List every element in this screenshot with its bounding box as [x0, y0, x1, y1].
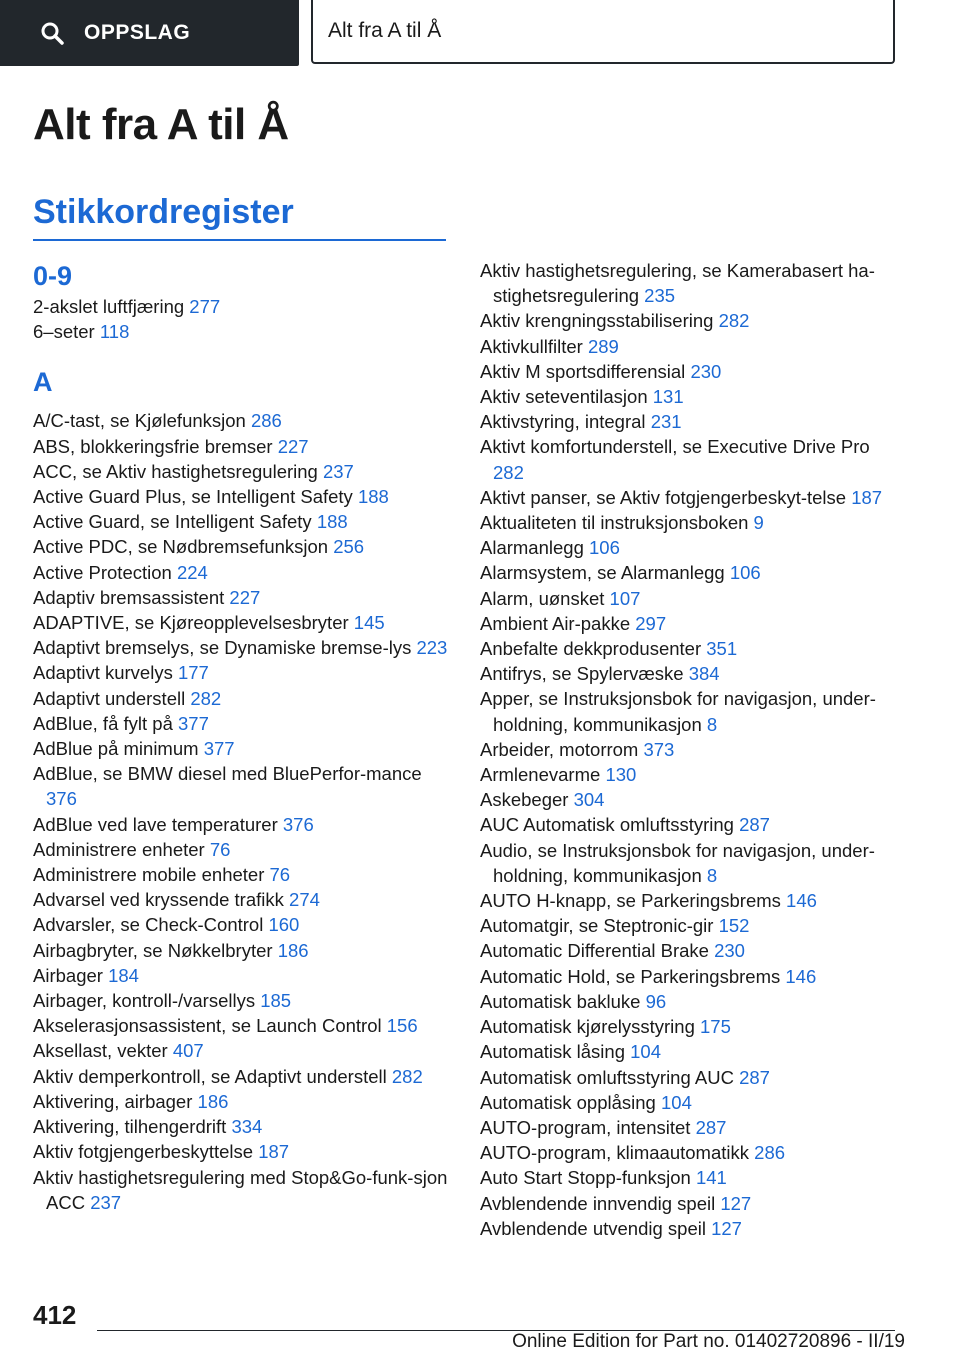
index-entry-term: Airbager, kontroll-/varsellys — [33, 990, 256, 1012]
page-reference-link[interactable]: 373 — [643, 738, 675, 760]
page-reference-link[interactable]: 287 — [739, 1066, 770, 1088]
index-entry-term: AdBlue på minimum — [33, 738, 199, 760]
index-entry — [33, 1038, 453, 1063]
page-reference-link[interactable]: 286 — [250, 410, 282, 432]
index-entry — [480, 535, 900, 560]
index-entry — [480, 1191, 900, 1216]
index-entry-term: Aktivstyring, integral — [480, 411, 646, 433]
index-entry-term: Adaptivt bremselys, se Dynamiske bremse‐lys — [33, 637, 412, 659]
page-reference-link[interactable]: 186 — [197, 1090, 229, 1112]
index-entry-term: Armlenevarme — [480, 764, 601, 786]
page-reference-link[interactable]: 127 — [711, 1217, 742, 1239]
index-entry — [480, 434, 900, 484]
index-entry — [480, 1014, 900, 1039]
page-number: 412 — [33, 1300, 77, 1330]
index-entry — [33, 862, 453, 887]
search-tab-label: OPPSLAG — [84, 21, 191, 44]
page-reference-link[interactable]: 282 — [493, 461, 524, 483]
index-entry-term: Automatisk låsing — [480, 1041, 625, 1063]
index-entry-term: Automatic Hold, se Parkeringsbrems — [480, 965, 781, 987]
index-entry-term: AdBlue, få fylt på — [33, 712, 173, 734]
edition-footer: Online Edition for Part no. 01402720896 - II/19 — [512, 1331, 905, 1352]
index-entry — [33, 1114, 453, 1139]
page-reference-link[interactable]: 104 — [630, 1041, 661, 1063]
index-entry-term: Airbager — [33, 964, 103, 986]
page-title: Alt fra A til Å — [33, 100, 289, 149]
page-reference-link[interactable]: 152 — [718, 915, 750, 937]
index-entry-term: Active Protection — [33, 561, 172, 583]
index-entry-term: Antifrys, se Spylervæske — [480, 663, 684, 685]
page-reference-link[interactable]: 376 — [282, 813, 314, 835]
index-entry-term: Automatisk kjørelysstyring — [480, 1016, 695, 1038]
index-entry — [33, 560, 453, 585]
index-entry — [33, 534, 453, 559]
index-entry-term: Aktiv seteventilasjon — [480, 386, 648, 408]
index-entry — [33, 319, 453, 344]
index-entry — [33, 1013, 453, 1038]
chapter-tab[interactable] — [311, 0, 895, 64]
index-entry-list — [33, 408, 453, 1215]
index-entry — [33, 938, 453, 963]
index-entry — [480, 1090, 900, 1115]
index-entry — [480, 787, 900, 812]
index-entry-term: Adaptivt kurvelys — [33, 662, 173, 684]
page-reference-link[interactable]: 188 — [316, 511, 348, 533]
index-entry-term: Apper, se Instruksjonsbok for navigasjon, under‐holdning, kommunikasjon — [480, 688, 876, 735]
index-entry-term: AUTO-program, intensitet — [480, 1116, 691, 1138]
page-reference-link[interactable]: 141 — [695, 1167, 727, 1189]
page-reference-link[interactable]: 282 — [190, 687, 222, 709]
index-entry-term: Adaptivt understell — [33, 687, 186, 709]
index-entry-list — [480, 258, 900, 1241]
page-reference-link[interactable]: 175 — [700, 1016, 731, 1038]
page-reference-link[interactable]: 377 — [203, 738, 235, 760]
index-group-heading: 0-9 — [33, 261, 73, 291]
page-reference-link[interactable]: 76 — [209, 838, 231, 860]
index-left-column — [33, 258, 453, 1215]
index-entry-term: Arbeider, motorrom — [480, 738, 639, 760]
index-entry-term: Aktivering, tilhengerdrift — [33, 1116, 227, 1138]
page-reference-link[interactable]: 184 — [108, 964, 139, 986]
index-entry — [480, 913, 900, 938]
index-entry — [33, 1139, 453, 1164]
index-entry — [480, 888, 900, 913]
page-reference-link[interactable]: 384 — [688, 663, 720, 685]
index-entry-term: Airbagbryter, se Nøkkelbryter — [33, 939, 273, 961]
index-entry — [33, 912, 453, 937]
index-entry — [33, 585, 453, 610]
page-reference-link[interactable]: 377 — [178, 712, 209, 734]
index-entry-term: Aktivkullfilter — [480, 335, 583, 357]
index-entry-term: AdBlue ved lave temperaturer — [33, 813, 278, 835]
index-entry — [480, 964, 900, 989]
page-reference-link[interactable]: 107 — [609, 587, 641, 609]
page-reference-link[interactable]: 8 — [706, 864, 718, 886]
index-entry — [480, 636, 900, 661]
index-entry — [33, 963, 453, 988]
page-reference-link[interactable]: 130 — [605, 764, 637, 786]
index-entry — [480, 1165, 900, 1190]
index-entry-term: Aksellast, vekter — [33, 1040, 168, 1062]
page-reference-link[interactable]: 282 — [718, 310, 750, 332]
page-reference-link[interactable]: 223 — [416, 637, 448, 659]
section-divider — [33, 239, 446, 241]
index-entry-term: Advarsel ved kryssende trafikk — [33, 889, 284, 911]
index-entry — [33, 837, 453, 862]
index-entry-term: Audio, se Instruksjonsbok for navigasjon, under‐holdning, kommunikasjon — [480, 839, 875, 886]
page-reference-link[interactable]: 160 — [268, 914, 300, 936]
top-navigation — [0, 0, 960, 66]
index-entry — [480, 1065, 900, 1090]
index-entry-term: Anbefalte dekkprodusenter — [480, 638, 702, 660]
index-entry — [480, 989, 900, 1014]
index-entry — [480, 359, 900, 384]
index-entry-term: 6–seter — [33, 321, 95, 343]
page-reference-link[interactable]: 224 — [176, 561, 208, 583]
index-entry-term: Aktiv hastighetsregulering med Stop&Go-funk‐sjon ACC — [33, 1166, 448, 1213]
page-reference-link[interactable]: 146 — [786, 890, 817, 912]
page-reference-link[interactable]: 230 — [690, 360, 722, 382]
index-entry — [480, 762, 900, 787]
index-entry — [33, 1165, 453, 1215]
page-reference-link[interactable]: 237 — [90, 1191, 122, 1213]
index-entry-term: 2-akslet luftfjæring — [33, 296, 185, 317]
index-entry-term: Automatic Differential Brake — [480, 940, 709, 962]
index-entry-term: Administrere mobile enheter — [33, 864, 265, 886]
page-reference-link[interactable]: 287 — [739, 814, 770, 836]
index-entry-term: Aktivering, airbager — [33, 1090, 193, 1112]
page-reference-link[interactable]: 187 — [851, 486, 883, 508]
page-reference-link[interactable]: 287 — [695, 1116, 727, 1138]
index-entry-term: Avblendende innvendig speil — [480, 1192, 716, 1214]
index-entry — [33, 509, 453, 534]
page-reference-link[interactable]: 376 — [46, 788, 77, 810]
index-entry — [33, 459, 453, 484]
search-icon — [40, 21, 64, 45]
page-reference-link[interactable]: 256 — [333, 536, 365, 558]
index-entry-term: Aktiv demperkontroll, se Adaptivt understell — [33, 1065, 387, 1087]
index-entry-term: AUTO-program, klimaautomatikk — [480, 1142, 750, 1164]
index-entry-term: Aktivt komfortunderstell, se Executive Drive Pro — [480, 436, 870, 458]
index-entry — [480, 586, 900, 611]
chapter-tab-label: Alt fra A til Å — [328, 19, 442, 42]
index-entry-term: ADAPTIVE, se Kjøreopplevelsesbryter — [33, 612, 349, 634]
page-reference-link[interactable]: 227 — [277, 435, 309, 457]
index-entry-term: Auto Start Stopp-funksjon — [480, 1167, 691, 1189]
index-entry-term: Akselerasjonsassistent, se Launch Control — [33, 1015, 382, 1037]
index-entry-term: Avblendende utvendig speil — [480, 1217, 706, 1239]
index-entry-term: AUTO H-knapp, se Parkeringsbrems — [480, 890, 781, 912]
index-entry-term: Automatisk omluftsstyring AUC — [480, 1066, 734, 1088]
index-entry — [480, 1216, 900, 1241]
index-entry — [33, 988, 453, 1013]
index-entry-term: AdBlue, se BMW diesel med BluePerfor‐mance — [33, 763, 422, 785]
page-reference-link[interactable]: 351 — [706, 638, 738, 660]
index-entry-term: Askebeger — [480, 789, 569, 811]
page-reference-link[interactable]: 187 — [258, 1141, 290, 1163]
index-entry-list — [33, 294, 453, 344]
page-reference-link[interactable]: 297 — [635, 612, 667, 634]
index-entry — [480, 510, 900, 535]
index-group-heading: A — [33, 367, 53, 398]
index-entry-term: Adaptiv bremsassistent — [33, 586, 225, 608]
index-entry — [33, 711, 453, 736]
index-entry — [33, 294, 453, 319]
page-reference-link[interactable]: 237 — [322, 460, 354, 482]
index-entry-term: Aktiv fotgjengerbeskyttelse — [33, 1141, 254, 1163]
page-reference-link[interactable]: 188 — [357, 486, 389, 508]
page-reference-link[interactable]: 407 — [172, 1040, 204, 1062]
page-reference-link[interactable]: 131 — [652, 386, 684, 408]
page-reference-link[interactable]: 177 — [177, 662, 209, 684]
index-entry — [33, 812, 453, 837]
index-entry — [480, 611, 900, 636]
index-entry-term: ACC, se Aktiv hastighetsregulering — [33, 460, 318, 482]
index-entry-term: Aktiv hastighetsregulering, se Kamerabasert ha‐stighetsregulering — [480, 260, 875, 307]
index-entry — [33, 736, 453, 761]
index-entry-term: Aktivt panser, se Aktiv fotgjengerbeskyt‐telse — [480, 486, 847, 508]
index-entry-term: Advarsler, se Check-Control — [33, 914, 264, 936]
index-entry — [33, 686, 453, 711]
page-reference-link[interactable]: 334 — [231, 1116, 263, 1138]
page-reference-link[interactable]: 286 — [754, 1142, 786, 1164]
page-reference-link[interactable]: 186 — [277, 939, 309, 961]
index-entry — [480, 661, 900, 686]
page-reference-link[interactable]: 104 — [661, 1091, 692, 1113]
search-tab[interactable] — [0, 0, 299, 66]
page-reference-link[interactable]: 282 — [391, 1065, 423, 1087]
page-reference-link[interactable]: 235 — [644, 285, 676, 307]
index-entry — [480, 812, 900, 837]
index-right-column — [480, 258, 900, 1241]
index-entry — [480, 737, 900, 762]
index-entry — [33, 484, 453, 509]
index-entry-term: Administrere enheter — [33, 838, 205, 860]
index-entry-term: Active PDC, se Nødbremsefunksjon — [33, 536, 329, 558]
index-entry — [480, 938, 900, 963]
page-reference-link[interactable]: 145 — [353, 612, 385, 634]
index-entry — [33, 761, 453, 811]
index-entry-term: Active Guard, se Intelligent Safety — [33, 511, 312, 533]
index-entry — [33, 408, 453, 433]
index-entry-term: ABS, blokkeringsfrie bremser — [33, 435, 273, 457]
page-reference-link[interactable]: 8 — [706, 713, 718, 735]
page-reference-link[interactable]: 231 — [650, 411, 682, 433]
page-reference-link[interactable]: 146 — [785, 965, 817, 987]
index-entry — [480, 258, 900, 308]
index-entry — [33, 1064, 453, 1089]
index-entry — [33, 635, 453, 660]
index-entry — [480, 308, 900, 333]
index-entry — [480, 485, 900, 510]
page-reference-link[interactable]: 127 — [720, 1192, 752, 1214]
index-entry-term: Alarmsystem, se Alarmanlegg — [480, 562, 725, 584]
index-entry — [480, 1039, 900, 1064]
index-entry-term: Alarm, uønsket — [480, 587, 605, 609]
index-entry-term: Ambient Air-pakke — [480, 612, 631, 634]
page-reference-link[interactable]: 96 — [645, 990, 667, 1012]
page-reference-link[interactable]: 156 — [386, 1015, 418, 1037]
index-entry-term: Aktiv M sportsdifferensial — [480, 360, 686, 382]
index-entry-term: Automatisk opplåsing — [480, 1091, 656, 1113]
index-entry — [480, 838, 900, 888]
index-entry — [480, 560, 900, 585]
index-entry — [33, 887, 453, 912]
index-entry-term: Alarmanlegg — [480, 537, 584, 559]
page-reference-link[interactable]: 76 — [269, 864, 291, 886]
index-entry-term: Automatgir, se Steptronic-gir — [480, 915, 714, 937]
page-reference-link[interactable]: 304 — [573, 789, 605, 811]
index-entry — [33, 660, 453, 685]
index-entry-term: Aktualiteten til instruksjonsboken — [480, 512, 749, 534]
page-reference-link[interactable]: 185 — [260, 990, 292, 1012]
index-entry — [33, 610, 453, 635]
index-entry — [480, 686, 900, 736]
page-reference-link[interactable]: 106 — [729, 562, 761, 584]
index-entry-term: Automatisk bakluke — [480, 990, 641, 1012]
index-entry — [480, 409, 900, 434]
page-reference-link[interactable]: 118 — [99, 321, 130, 343]
page-reference-link[interactable]: 106 — [589, 537, 620, 559]
page-reference-link[interactable]: 289 — [587, 335, 619, 357]
section-title: Stikkordregister — [33, 193, 294, 231]
index-entry — [33, 1089, 453, 1114]
index-entry-term: Aktiv krengningsstabilisering — [480, 310, 714, 332]
index-entry — [480, 1115, 900, 1140]
page-reference-link[interactable]: 9 — [753, 512, 764, 534]
index-entry — [480, 1140, 900, 1165]
page-reference-link[interactable]: 227 — [229, 586, 261, 608]
index-entry-term: AUC Automatisk omluftsstyring — [480, 814, 734, 836]
page-reference-link[interactable]: 230 — [714, 940, 745, 962]
page-reference-link[interactable]: 277 — [189, 296, 221, 317]
index-entry-term: Active Guard Plus, se Intelligent Safety — [33, 486, 353, 508]
page-reference-link[interactable]: 274 — [289, 889, 320, 911]
index-entry — [480, 384, 900, 409]
index-entry — [33, 434, 453, 459]
index-entry-term: A/C-tast, se Kjølefunksjon — [33, 410, 246, 432]
index-entry — [480, 334, 900, 359]
